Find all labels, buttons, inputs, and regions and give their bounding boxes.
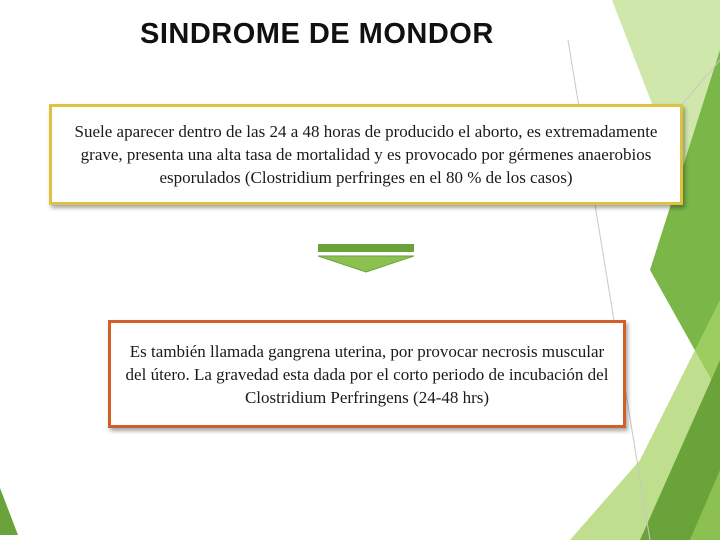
down-arrow-icon [318, 244, 414, 274]
description-box [49, 104, 683, 205]
detail-text: Es también llamada gangrena uterina, por provocar necrosis muscular del útero. La gravedad esta dada por el corto periodo de incubación del Clostridium Perfringens (24-48 hrs) [125, 341, 609, 407]
description-text: Suele aparecer dentro de las 24 a 48 horas de producido el aborto, es extremadamente grave, presenta una alta tasa de mortalidad y es provocado por gérmenes anaerobios esporulados (Clostridium perfringes en el 80 % de los casos) [74, 122, 658, 187]
detail-box [108, 320, 626, 428]
slide-title: SINDROME DE MONDOR [140, 18, 494, 50]
left-triangle-icon [0, 0, 40, 540]
